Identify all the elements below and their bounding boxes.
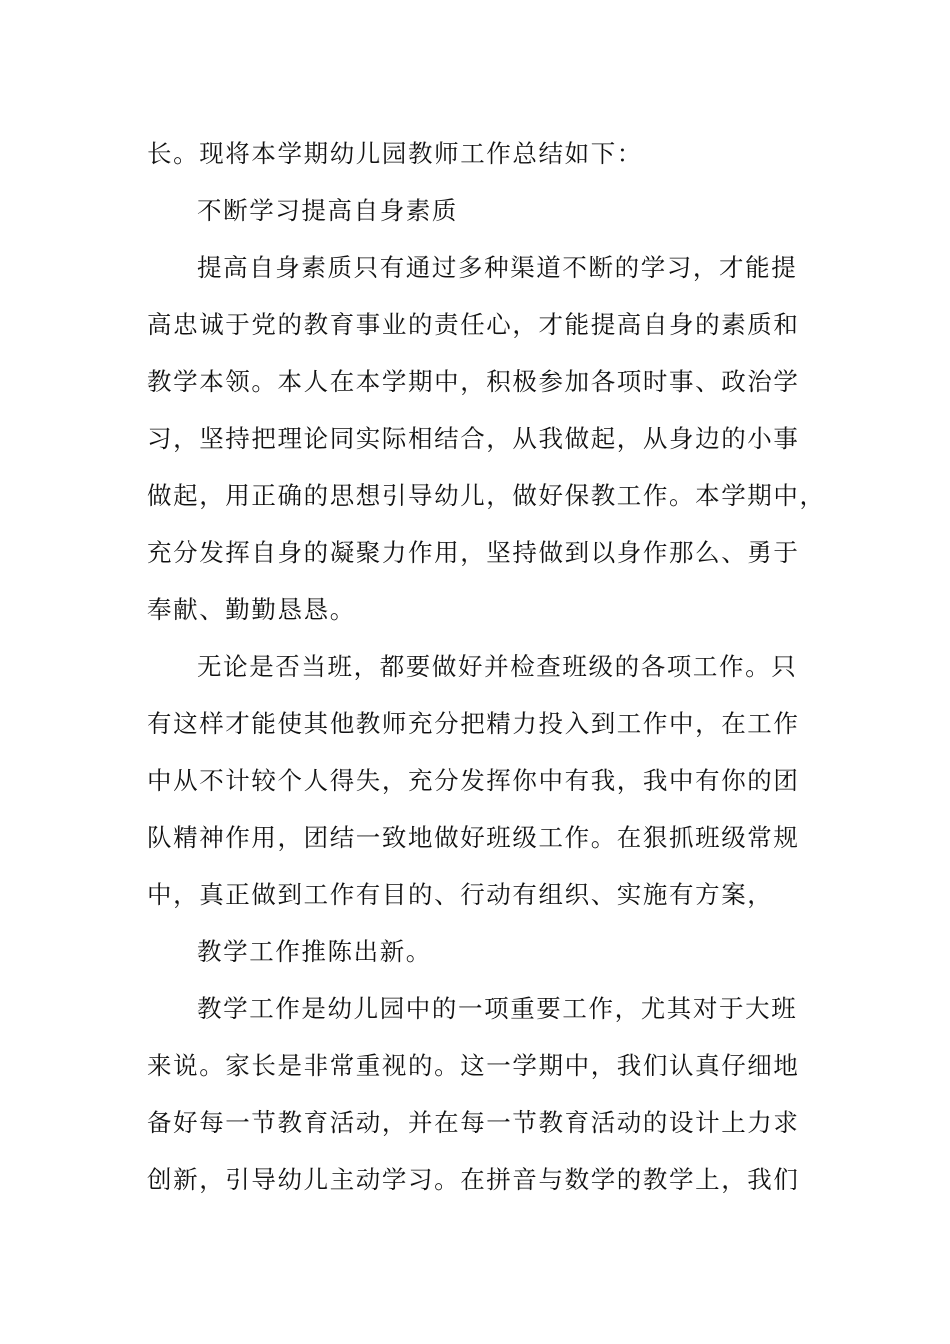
text-line: 来说。家长是非常重视的。这一学期中，我们认真仔细地 bbox=[147, 1051, 800, 1080]
text-line: 创新，引导幼儿主动学习。在拼音与数学的教学上，我们 bbox=[147, 1165, 800, 1194]
text-line: 有这样才能使其他教师充分把精力投入到工作中，在工作 bbox=[147, 709, 800, 738]
text-line: 提高自身素质只有通过多种渠道不断的学习，才能提 bbox=[197, 253, 798, 282]
text-line: 奉献、勤勤恳恳。 bbox=[147, 595, 356, 624]
text-line: 队精神作用，团结一致地做好班级工作。在狠抓班级常规 bbox=[147, 823, 800, 852]
text-line: 中，真正做到工作有目的、行动有组织、实施有方案， bbox=[147, 880, 774, 909]
text-line: 做起，用正确的思想引导幼儿，做好保教工作。本学期中， bbox=[147, 481, 826, 510]
text-line: 中从不计较个人得失，充分发挥你中有我，我中有你的团 bbox=[147, 766, 800, 795]
text-line: 教学工作是幼儿园中的一项重要工作，尤其对于大班 bbox=[197, 994, 798, 1023]
section-heading: 不断学习提高自身素质 bbox=[197, 196, 458, 225]
text-line: 无论是否当班，都要做好并检查班级的各项工作。只 bbox=[197, 652, 798, 681]
section-heading: 教学工作推陈出新。 bbox=[197, 937, 432, 966]
text-line: 教学本领。本人在本学期中，积极参加各项时事、政治学 bbox=[147, 367, 800, 396]
text-line: 备好每一节教育活动，并在每一节教育活动的设计上力求 bbox=[147, 1108, 800, 1137]
document-body bbox=[147, 125, 826, 1208]
text-line: 习，坚持把理论同实际相结合，从我做起，从身边的小事 bbox=[147, 424, 800, 453]
text-line: 充分发挥自身的凝聚力作用，坚持做到以身作那么、勇于 bbox=[147, 538, 800, 567]
text-line: 长。现将本学期幼儿园教师工作总结如下： bbox=[147, 139, 643, 168]
text-line: 高忠诚于党的教育事业的责任心，才能提高自身的素质和 bbox=[147, 310, 800, 339]
